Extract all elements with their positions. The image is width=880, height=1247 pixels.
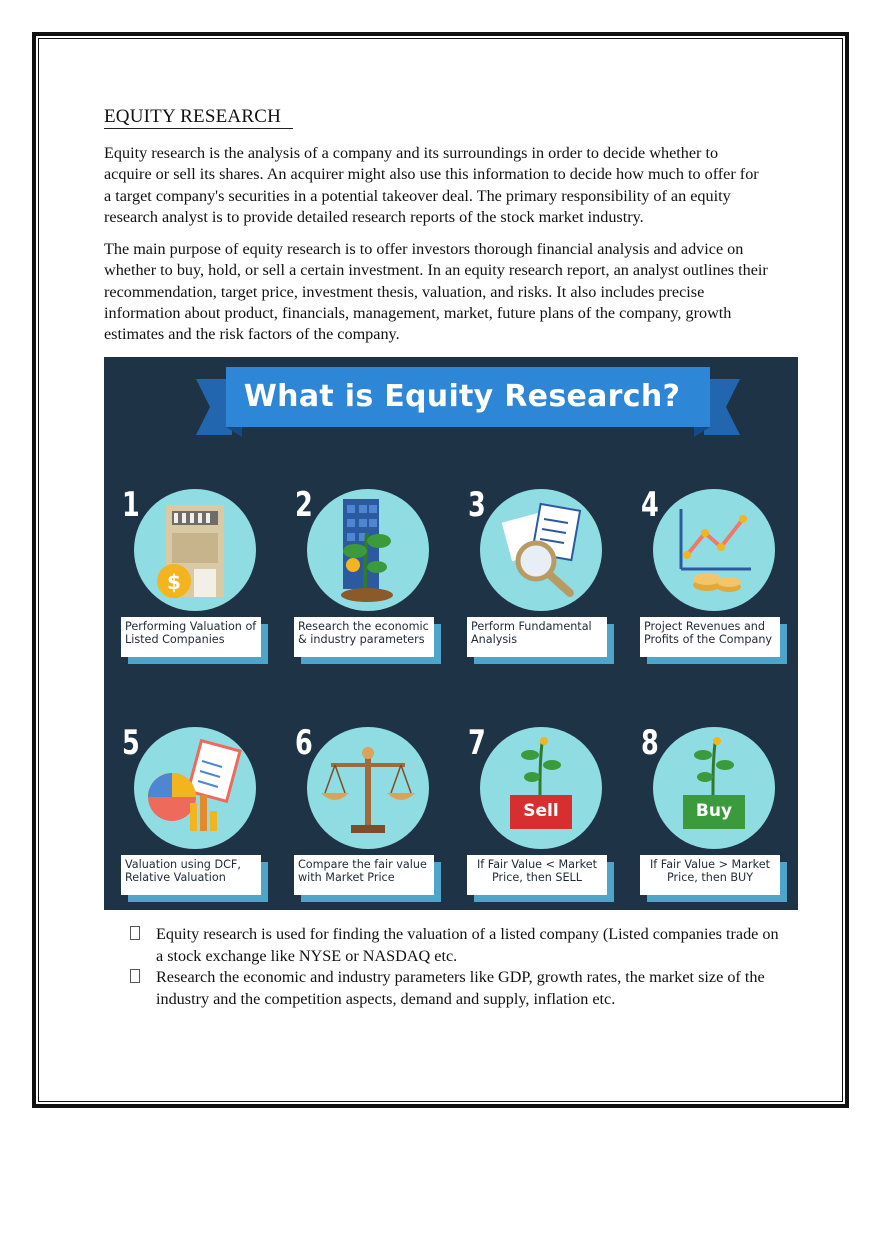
step-card-8	[623, 723, 793, 910]
step-label: Valuation using DCF, Relative Valuation	[121, 855, 261, 895]
svg-text:$: $	[167, 570, 181, 594]
step-label: Project Revenues and Profits of the Company	[640, 617, 780, 657]
equity-research-infographic	[104, 357, 798, 910]
step-number: 3	[468, 485, 486, 525]
list-item	[126, 967, 786, 1010]
step-number: 2	[295, 485, 313, 525]
list-item-text: Research the economic and industry parameters like GDP, growth rates, the market size of the industry and the competition aspects, demand and supply, inflation etc.	[156, 968, 765, 1008]
list-item	[126, 924, 786, 967]
step-label: Research the economic & industry parameters	[294, 617, 434, 657]
infographic-title: What is Equity Research?	[243, 379, 681, 414]
step-card-7	[450, 723, 620, 910]
step-number: 7	[468, 723, 486, 763]
step-number: 4	[641, 485, 659, 525]
buy-sign-icon	[653, 727, 775, 849]
bullet-icon	[130, 969, 140, 983]
step-card-4	[623, 485, 793, 685]
paragraph-definition: Equity research is the analysis of a company and its surroundings in order to decide whether to acquire or sell its shares. An acquirer might also use this information to decide how much to offer for a target company's securities in a potential takeover deal. The primary responsibility of an equity research analyst is to provide detailed research reports of the stock market industry.	[104, 144, 759, 226]
step-label: If Fair Value < Market Price, then SELL	[467, 855, 607, 895]
step-label: Performing Valuation of Listed Companies	[121, 617, 261, 657]
buy-sign-text: Buy	[695, 801, 733, 821]
sell-sign-text: Sell	[523, 801, 559, 821]
line-chart-coins-icon	[653, 489, 775, 611]
sell-sign-icon	[480, 727, 602, 849]
step-number: 8	[641, 723, 659, 763]
step-card-2	[277, 485, 447, 685]
pie-chart-clipboard-icon	[134, 727, 256, 849]
building-dollar-icon	[134, 489, 256, 611]
paragraph-purpose: The main purpose of equity research is to offer investors thorough financial analysis and advice on whether to buy, hold, or sell a certain investment. In an equity research report, an analyst outlines their recommendation, target price, investment thesis, valuation, and risks. It also includes precise information about product, financials, management, market, future plans of the company, growth estimates and the risk factors of the company.	[104, 240, 768, 344]
step-label: Perform Fundamental Analysis	[467, 617, 607, 657]
step-number: 6	[295, 723, 313, 763]
step-card-3	[450, 485, 620, 685]
step-label: If Fair Value > Market Price, then BUY	[640, 855, 780, 895]
step-card-1	[104, 485, 274, 685]
bullet-icon	[130, 926, 140, 940]
document-title: EQUITY RESEARCH	[104, 106, 293, 129]
balance-scale-icon	[307, 727, 429, 849]
magnifier-documents-icon	[480, 489, 602, 611]
step-number: 1	[122, 485, 140, 525]
list-item-text: Equity research is used for finding the valuation of a listed company (Listed companies trade on a stock exchange like NYSE or NASDAQ etc.	[156, 925, 779, 965]
step-card-6	[277, 723, 447, 910]
step-number: 5	[122, 723, 140, 763]
plant-building-icon	[307, 489, 429, 611]
step-card-5	[104, 723, 274, 910]
bullet-list	[126, 924, 786, 1010]
step-label: Compare the fair value with Market Price	[294, 855, 434, 895]
